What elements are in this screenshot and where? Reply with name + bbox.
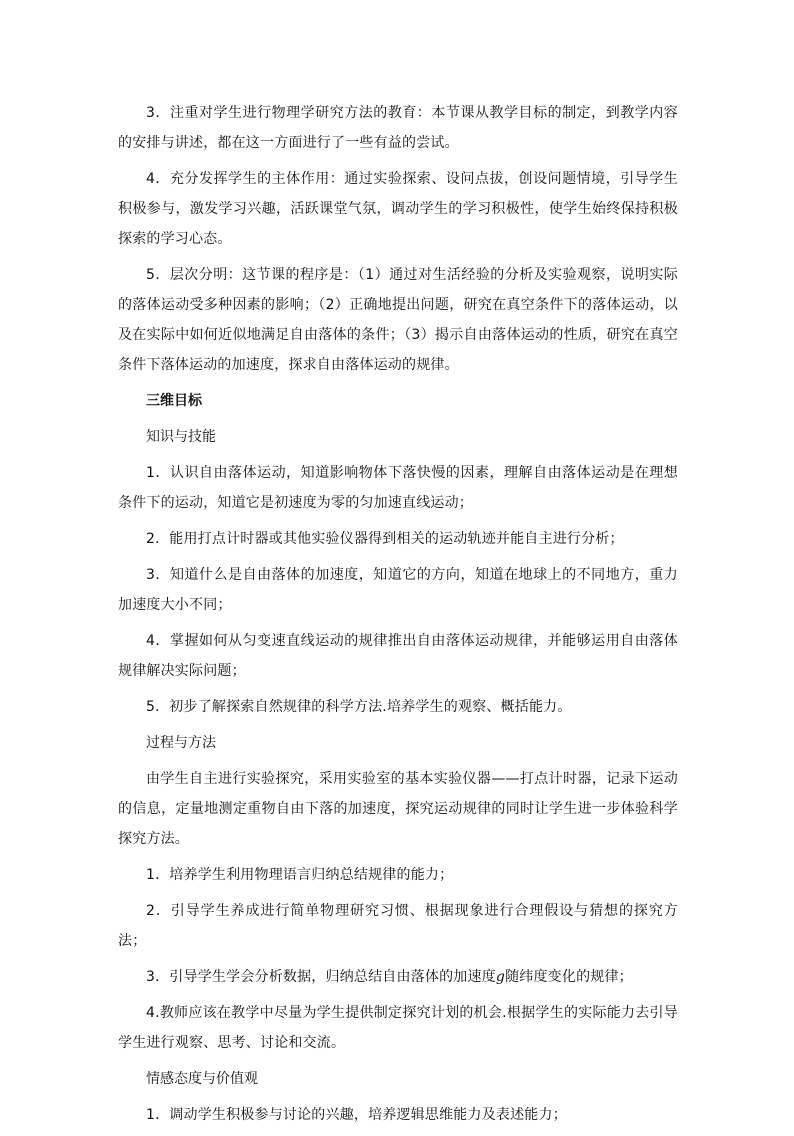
symbol-g: g (495, 969, 506, 985)
list-item-text: 随纬度变化的规律； (505, 969, 633, 985)
list-item: 2．引导学生养成进行简单物理研究习惯、根据现象进行合理假设与猜想的探究方法； (118, 903, 678, 949)
list-item-text: 3．引导学生学会分析数据，归纳总结自由落体的加速度 (146, 969, 496, 985)
subheading-process-methods: 过程与方法 (146, 735, 216, 751)
list-item (118, 962, 678, 992)
list-item: 5．初步了解探索自然规律的科学方法.培养学生的观察、概括能力。 (146, 699, 572, 715)
subheading-emotion-values: 情感态度与价值观 (146, 1071, 258, 1087)
list-item: 1．调动学生积极参与讨论的兴趣，培养逻辑思维能力及表述能力； (146, 1107, 567, 1123)
list-item: 2．能用打点计时器或其他实验仪器得到相关的运动轨迹并能自主进行分析； (146, 531, 624, 547)
paragraph-method-education: 3．注重对学生进行物理学研究方法的教育：本节课从教学目标的制定，到教学内容的安排与讲述，都在这一方面进行了一些有益的尝试。 (118, 105, 678, 151)
paragraph-student-role: 4．充分发挥学生的主体作用：通过实验探索、设问点拔，创设问题情境，引导学生积极参与，激发学习兴趣，活跃课堂气氛，调动学生的学习积极性，使学生始终保持积极探索的学习心态。 (118, 171, 678, 247)
list-item: 1．认识自由落体运动，知道影响物体下落快慢的因素，理解自由落体运动是在理想条件下的运动，知道它是初速度为零的匀加速直线运动； (118, 465, 678, 511)
list-item: 4.教师应该在教学中尽量为学生提供制定探究计划的机会.根据学生的实际能力去引导学生进行观察、思考、讨论和交流。 (118, 1005, 678, 1051)
list-item: 4．掌握如何从匀变速直线运动的规律推出自由落体运动规律，并能够运用自由落体规律解决实际问题； (118, 633, 678, 679)
section-heading-three-goals: 三维目标 (146, 393, 202, 409)
list-item: 3．知道什么是自由落体的加速度，知道它的方向，知道在地球上的不同地方，重力加速度大小不同； (118, 567, 678, 613)
paragraph-experiment-inquiry: 由学生自主进行实验探究，采用实验室的基本实验仪器——打点计时器，记录下运动的信息，定量地测定重物自由下落的加速度，探究运动规律的同时让学生进一步体验科学探究方法。 (118, 771, 678, 847)
list-item: 1．培养学生利用物理语言归纳总结规律的能力； (146, 867, 454, 883)
paragraph-lesson-structure: 5．层次分明：这节课的程序是：（1）通过对生活经验的分析及实验观察，说明实际的落体运动受多种因素的影响；（2）正确地提出问题，研究在真空条件下的落体运动，以及在实际中如何近似地满足自由落体的条件；（3）揭示自由落体运动的性质，研究在真空条件下落体运动的加速度，探求自由落体运动的规律。 (118, 267, 678, 373)
subheading-knowledge-skills: 知识与技能 (146, 429, 216, 445)
document-body (118, 98, 678, 1136)
